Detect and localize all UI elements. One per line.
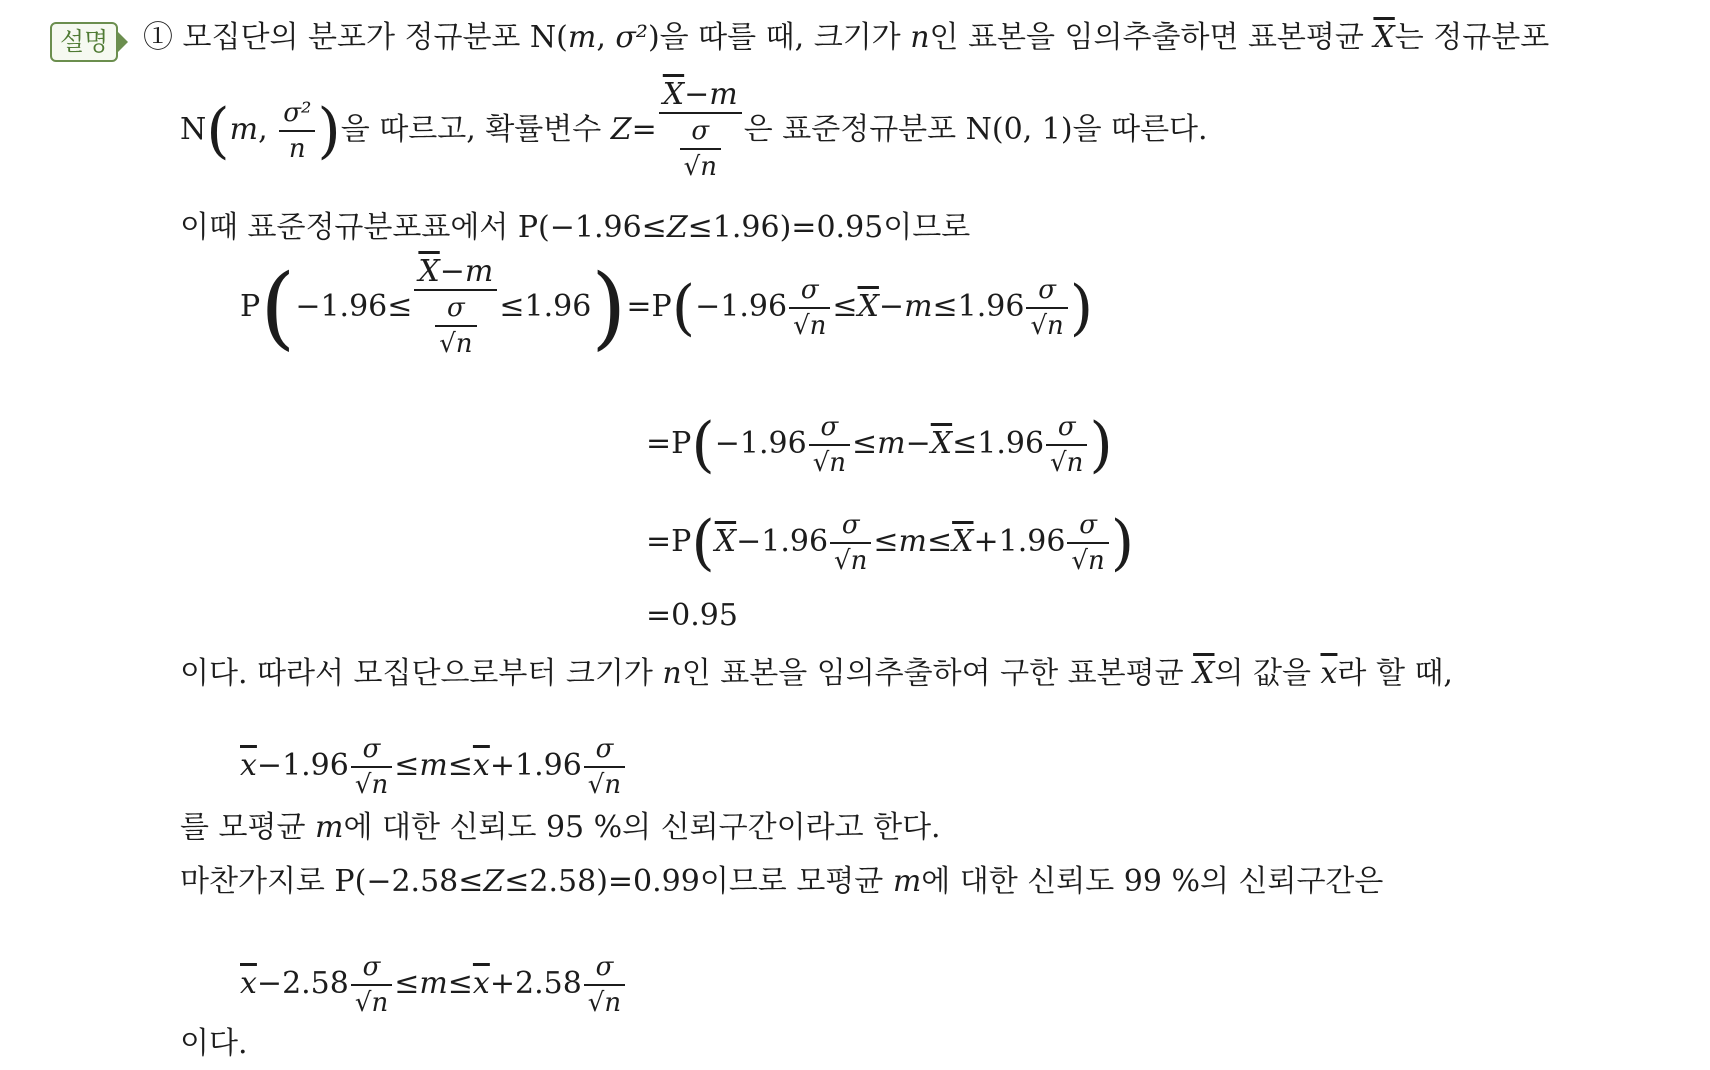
equation-row-1: P(−1.96≤ $\frac{\overline{X}-m}{\frac{\sigma}{√n}}$ ≤1.96)=P(−1.96 $\frac{\sigma}{√n}$ $\le\overline{X}-m\le 1.96$ $\frac{\sigma}{√n}$ ): [240, 254, 1094, 360]
explanation-badge: 설명: [50, 22, 118, 62]
interval-95: $\overline{x}-1.96$ $\frac{\sigma}{√n}$ $\le m\le\overline{x}+1.96$ $\frac{\sigma}{√n}$: [240, 732, 627, 802]
circled-number: ①: [143, 20, 173, 55]
paragraph-line-1: ① 모집단의 분포가 정규분포 N(m, σ²)을 따를 때, 크기가 n인 표본을 임의추출하면 표본평균 $\overline{X}$는 정규분포: [143, 20, 1550, 55]
paragraph-line-7: 마찬가지로 P(−2.58≤Z≤2.58)=0.99이므로 모평균 m에 대한 신뢰도 99 %의 신뢰구간은: [180, 864, 1384, 899]
paragraph-line-5: 이다. 따라서 모집단으로부터 크기가 n인 표본을 임의추출하여 구한 표본평균 $\overline{X}$의 값을 $\overline{x}$라 할 때,: [180, 656, 1453, 691]
equation-row-3: $=P(\overline{X}-1.96$ $\frac{\sigma}{√n}$ $\le m\le\overline{X}+1.96$ $\frac{\sigma}{√n}$ ): [646, 508, 1135, 578]
paragraph-line-6: 를 모평균 m에 대한 신뢰도 95 %의 신뢰구간이라고 한다.: [180, 810, 941, 845]
equation-row-4: =0.95: [646, 598, 738, 633]
interval-99: $\overline{x}-2.58$ $\frac{\sigma}{√n}$ $\le m\le\overline{x}+2.58$ $\frac{\sigma}{√n}$: [240, 950, 627, 1020]
equation-row-2: =P(−1.96 $\frac{\sigma}{√n}$ $\le m-\overline{X}\le 1.96$ $\frac{\sigma}{√n}$ ): [646, 410, 1113, 480]
paragraph-line-3: 이때 표준정규분포표에서 P(−1.96≤Z≤1.96)=0.95이므로: [180, 210, 971, 245]
paragraph-line-8: 이다.: [180, 1026, 248, 1061]
paragraph-line-2: N(m, $\frac{\text{σ²}}{n}$ )을 따르고, 확률변수 Z= $\frac{\overline{X}-m}{\frac{\sigma}{√n}}$ 은 표준정규분포 N(0, 1)을 따른다.: [180, 77, 1208, 182]
